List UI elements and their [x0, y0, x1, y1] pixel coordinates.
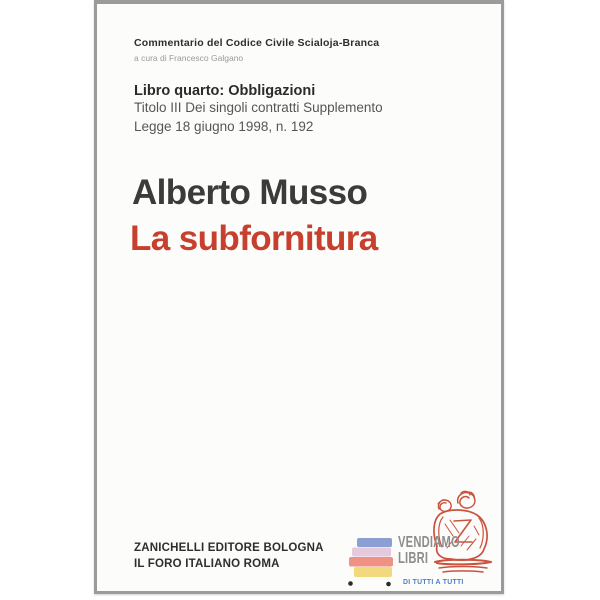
- publisher-line-2: IL FORO ITALIANO ROMA: [134, 557, 280, 570]
- series-editor: a cura di Francesco Galgano: [134, 53, 244, 63]
- author-name: Alberto Musso: [132, 173, 368, 212]
- book-title: La subfornitura: [130, 219, 378, 258]
- brand-line-1: VENDIAMO: [398, 534, 460, 551]
- brand-line-2: LIBRI: [398, 550, 429, 567]
- volume-line-2: Titolo III Dei singoli contratti Supplemento: [134, 100, 383, 115]
- series-title: Commentario del Codice Civile Scialoja-Branca: [134, 37, 380, 49]
- book-cover: [94, 0, 504, 594]
- publisher-line-1: ZANICHELLI EDITORE BOLOGNA: [134, 542, 324, 554]
- brand-tagline: DI TUTTI A TUTTI: [403, 577, 464, 586]
- publisher-block: [134, 541, 324, 572]
- volume-line-3: Legge 18 giugno 1998, n. 192: [134, 119, 314, 134]
- volume-line-1: Libro quarto: Obbligazioni: [134, 83, 316, 99]
